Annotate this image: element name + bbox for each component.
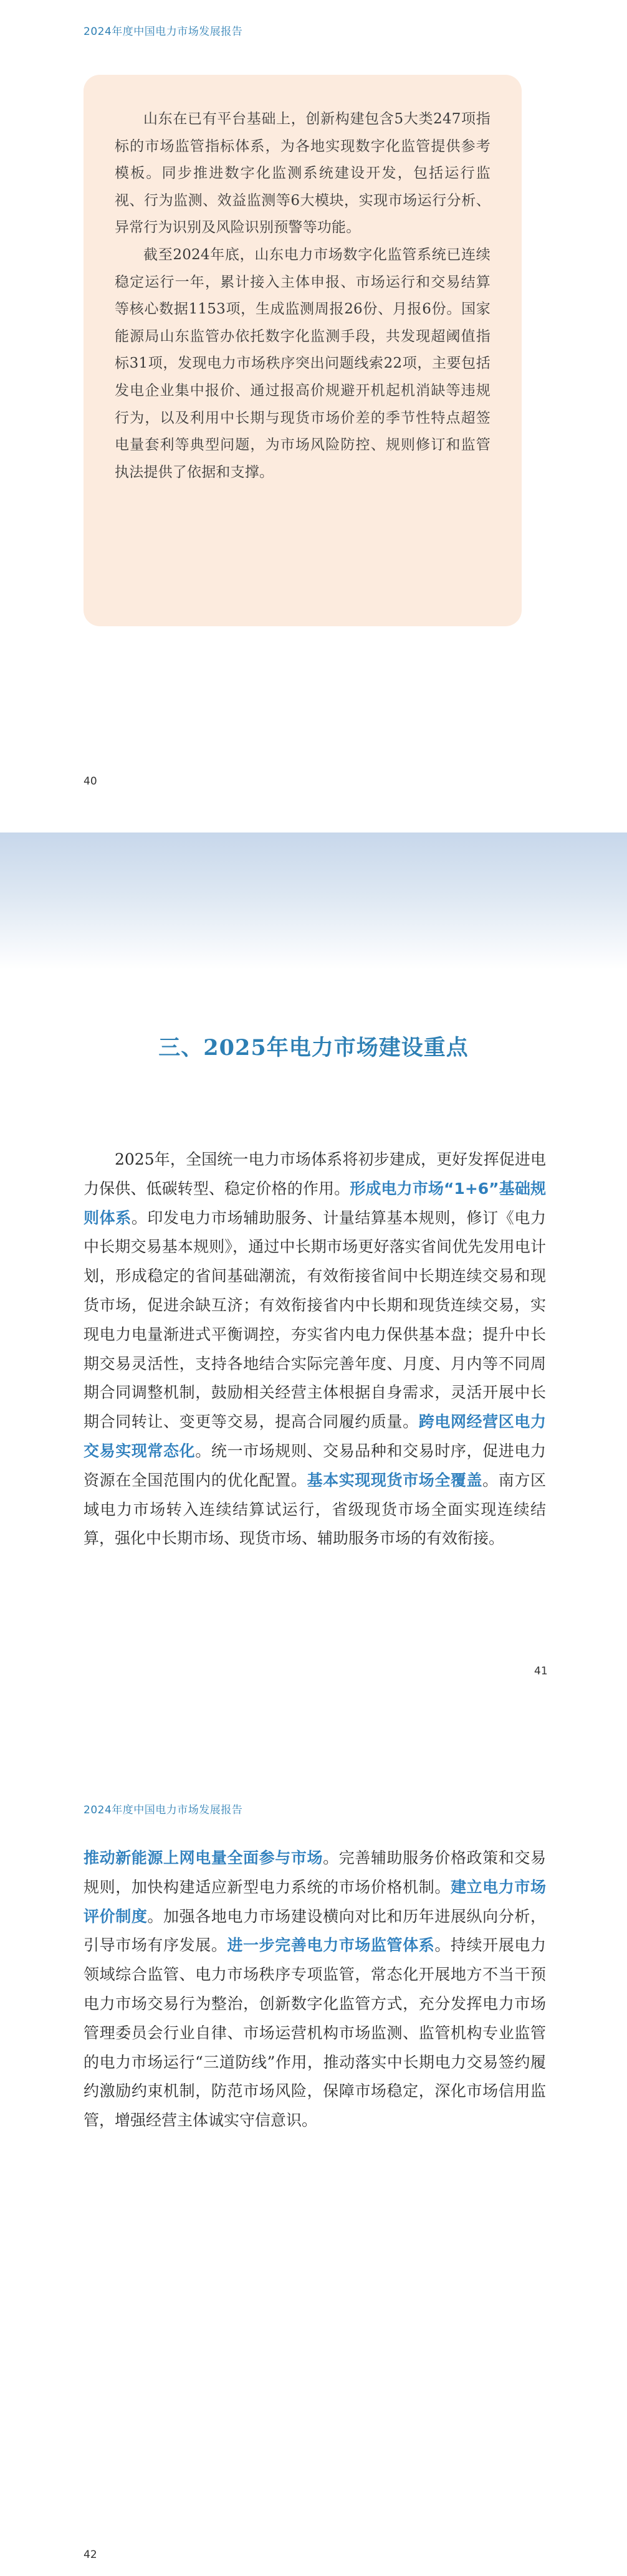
page-number: 42: [84, 2549, 97, 2561]
text-run: 。印发电力市场辅助服务、计量结算基本规则，修订《电力中长期交易基本规则》，通过中长期市场更好落实省间优先发用电计划，形成稳定的省间基础潮流，有效衔接省间中长期连续交易和现货市场，促进余缺互济；有效衔接省内中长期和现货连续交易，实现电力电量渐进式平衡调控，夯实省内电力保供基本盘；提升中长期交易灵活性，支持各地结合实际完善年度、月度、月内等不同周期合同调整机制，鼓励相关经营主体根据自身需求，灵活开展中长期合同转让、变更等交易，提高合同履约质量。: [84, 1208, 546, 1431]
highlight-spot-market-coverage: 基本实现现货市场全覆盖: [307, 1471, 483, 1489]
text-run: 。南方区域电力市场转入连续结算试运行，省级现货市场全面实现连续结算，强化中长期市场、现货市场、辅助服务市场的有效衔接。: [84, 1471, 546, 1548]
running-header: 2024年度中国电力市场发展报告: [84, 1804, 243, 1816]
text-run: 2025年，全国统一电力市场体系将初步建成，更好发挥促进电力保供、低碳转型、稳定价格的作用。: [84, 1150, 546, 1198]
highlight-cross-grid-trading: 跨电网经营区电力交易实现常态化: [84, 1413, 546, 1460]
box-paragraph-2: 截至2024年底，山东电力市场数字化监管系统已连续稳定运行一年，累计接入主体申报、市场运行和交易结算等核心数据1153项，生成监测周报26份、月报6份。国家能源局山东监管办依托数字化监测手段，共发现超阈值指标31项，发现电力市场秩序突出问题线索22项，主要包括发电企业集中报价、通过报高价规避开机起机消缺等违规行为，以及利用中长期与现货市场价差的季节性特点超签电量套利等典型问题，为市场风险防控、规则修订和监管执法提供了依据和支撑。: [115, 246, 491, 480]
highlight-rules-system: 形成电力市场“1+6”基础规则体系: [84, 1179, 546, 1227]
running-header: 2024年度中国电力市场发展报告: [84, 26, 243, 38]
text-run: 。统一市场规则、交易品种和交易时序，促进电力资源在全国范围内的优化配置。: [84, 1441, 546, 1489]
page-number: 41: [534, 1665, 548, 1677]
box-paragraph-1: 山东在已有平台基础上，创新构建包含5大类247项指标的市场监管指标体系，为各地实现数字化监管提供参考模板。同步推进数字化监测系统建设开发，包括运行监视、行为监测、效益监测等6大模块，实现市场运行分析、异常行为识别及风险识别预警等功能。: [115, 111, 491, 236]
body-paragraph: [84, 1145, 546, 1553]
page-40: [0, 0, 627, 832]
page-41: [0, 832, 627, 1716]
case-study-box: [84, 75, 522, 626]
body-paragraph: [84, 1844, 546, 2135]
section-title: 三、2025年电力市场建设重点: [158, 1035, 469, 1061]
page-number: 40: [84, 775, 97, 788]
text-run: 。持续开展电力领域综合监管、电力市场秩序专项监管，常态化开展地方不当干预电力市场交易行为整治，创新数字化监管方式，充分发挥电力市场管理委员会行业自律、市场运营机构市场监测、监管机构专业监管的电力市场运行“三道防线”作用，推动落实中长期电力交易签约履约激励约束机制，防范市场风险，保障市场稳定，深化市场信用监管，增强经营主体诚实守信意识。: [84, 1936, 546, 2130]
text-run: 。加强各地电力市场建设横向对比和历年进展纵向分析，引导市场有序发展。: [84, 1907, 546, 1955]
page-42: [0, 1716, 627, 2576]
text-run: 。完善辅助服务价格政策和交易规则，加快构建适应新型电力系统的市场价格机制。: [84, 1849, 546, 1896]
highlight-supervision-system: 进一步完善电力市场监管体系: [227, 1936, 435, 1955]
highlight-renewables-market: 推动新能源上网电量全面参与市场: [84, 1849, 323, 1867]
section-header-band: [0, 832, 627, 970]
highlight-evaluation-system: 建立电力市场评价制度: [84, 1877, 546, 1925]
